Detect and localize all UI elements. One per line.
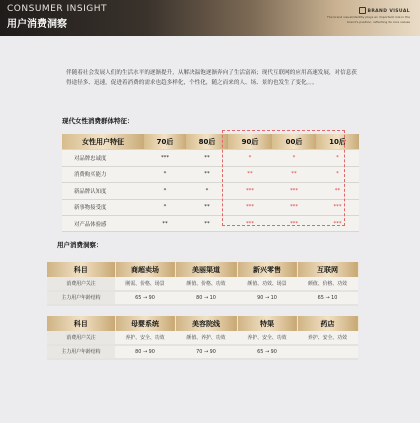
- table-cell: 颜值、价格、功效: [297, 277, 358, 291]
- rating-cell: *: [316, 150, 359, 166]
- rating-cell: ***: [272, 183, 316, 199]
- column-header: 00后: [272, 134, 316, 150]
- table-cell: 80 → 90: [115, 345, 175, 360]
- header-banner: [0, 0, 420, 36]
- table-row: [47, 345, 358, 360]
- table-row: [47, 331, 358, 345]
- section1-title: 现代女性消费群体特征：: [62, 117, 134, 125]
- rating-cell: ***: [228, 183, 272, 199]
- intro-paragraph: 伴随着社会发展人们的生活水平的逐渐提升，从解决温饱逐渐奔向了生活富裕；现代互联网的应用高速发展，对信息获得途径多、迅速，促进着消费的需求也趋多样化，个性化，随之而来的人、场、景的也发生了变化。。。: [66, 70, 357, 86]
- row-label: 对品牌忠诚度: [62, 150, 144, 166]
- rating-cell: **: [144, 215, 186, 231]
- rating-cell: **: [316, 183, 359, 199]
- table-cell: 养护、安全、功效: [115, 331, 175, 345]
- rating-cell: **: [186, 150, 228, 166]
- rating-cell: ***: [228, 215, 272, 231]
- column-header: 美丽渠道: [175, 262, 237, 277]
- table-cell: 65 → 90: [115, 291, 175, 306]
- rating-cell: *: [144, 183, 186, 199]
- rating-cell: ***: [144, 150, 186, 166]
- rating-cell: *: [144, 166, 186, 182]
- row-label: 消费购买能力: [62, 166, 144, 182]
- column-header: 90后: [228, 134, 272, 150]
- rating-cell: ***: [316, 199, 359, 215]
- table-cell: 80 → 10: [175, 291, 237, 306]
- brand-label: [327, 7, 410, 14]
- rating-cell: *: [186, 183, 228, 199]
- brand-logo-icon: [359, 7, 366, 14]
- table-header-row: [47, 262, 358, 277]
- table-cell: 90 → 10: [237, 291, 297, 306]
- column-header: 70后: [144, 134, 186, 150]
- table-cell: 养护、安全、功效: [237, 331, 297, 345]
- column-header: 科目: [47, 262, 115, 277]
- table-cell: 养护、安全、功效: [297, 331, 358, 345]
- brand-block: [327, 7, 410, 24]
- rating-cell: ***: [228, 199, 272, 215]
- table-row: [47, 291, 358, 306]
- row-label: 消费用户关注: [47, 277, 115, 291]
- rating-cell: **: [186, 199, 228, 215]
- table-cell: 刚需、价格、场景: [115, 277, 175, 291]
- table-cell: [297, 345, 358, 360]
- section2-title: 用户消费洞察：: [57, 241, 103, 249]
- column-header: 新兴零售: [237, 262, 297, 277]
- row-label: 主力用户年龄结构: [47, 345, 115, 360]
- table-row: [47, 277, 358, 291]
- row-label: 新事物接受度: [62, 199, 144, 215]
- rating-cell: *: [272, 150, 316, 166]
- table-cell: 70 → 90: [175, 345, 237, 360]
- table-header-row: [47, 316, 358, 331]
- rating-cell: **: [186, 166, 228, 182]
- column-header: 药店: [297, 316, 358, 331]
- column-header: 母婴系统: [115, 316, 175, 331]
- column-header: 10后: [316, 134, 359, 150]
- channel-table-b: [47, 316, 359, 360]
- column-header: 女性用户特征: [62, 134, 144, 150]
- table-cell: 65 → 10: [297, 291, 358, 306]
- column-header: 美容院线: [175, 316, 237, 331]
- rating-cell: ***: [272, 199, 316, 215]
- table-cell: 颜值、功效、场景: [237, 277, 297, 291]
- rating-cell: ***: [272, 215, 316, 231]
- header-title-cn: 用户消费洞察: [7, 19, 67, 30]
- rating-cell: ***: [316, 215, 359, 231]
- row-label: 消费用户关注: [47, 331, 115, 345]
- highlight-frame: [222, 130, 345, 226]
- rating-cell: *: [316, 166, 359, 182]
- column-header: 特渠: [237, 316, 297, 331]
- table-cell: 65 → 90: [237, 345, 297, 360]
- column-header: 互联网: [297, 262, 358, 277]
- rating-cell: *: [228, 150, 272, 166]
- brand-text: BRAND VISUAL: [367, 9, 410, 14]
- column-header: 科目: [47, 316, 115, 331]
- table-cell: 颜值、价格、功效: [175, 277, 237, 291]
- rating-cell: **: [186, 215, 228, 231]
- row-label: 对产品体验感: [62, 215, 144, 231]
- brand-subtitle-2: brand's position, reflecting its core values: [347, 20, 410, 24]
- column-header: 商超卖场: [115, 262, 175, 277]
- table-cell: 颜值、养护、功效: [175, 331, 237, 345]
- rating-cell: **: [272, 166, 316, 182]
- row-label: 新品牌认知度: [62, 183, 144, 199]
- header-title-en: CONSUMER INSIGHT: [7, 4, 107, 14]
- rating-cell: **: [228, 166, 272, 182]
- brand-subtitle-1: The brand visual/identity plays an important role in the: [326, 15, 410, 19]
- rating-cell: *: [144, 199, 186, 215]
- row-label: 主力用户年龄结构: [47, 291, 115, 306]
- channel-table-a: [47, 262, 359, 306]
- column-header: 80后: [186, 134, 228, 150]
